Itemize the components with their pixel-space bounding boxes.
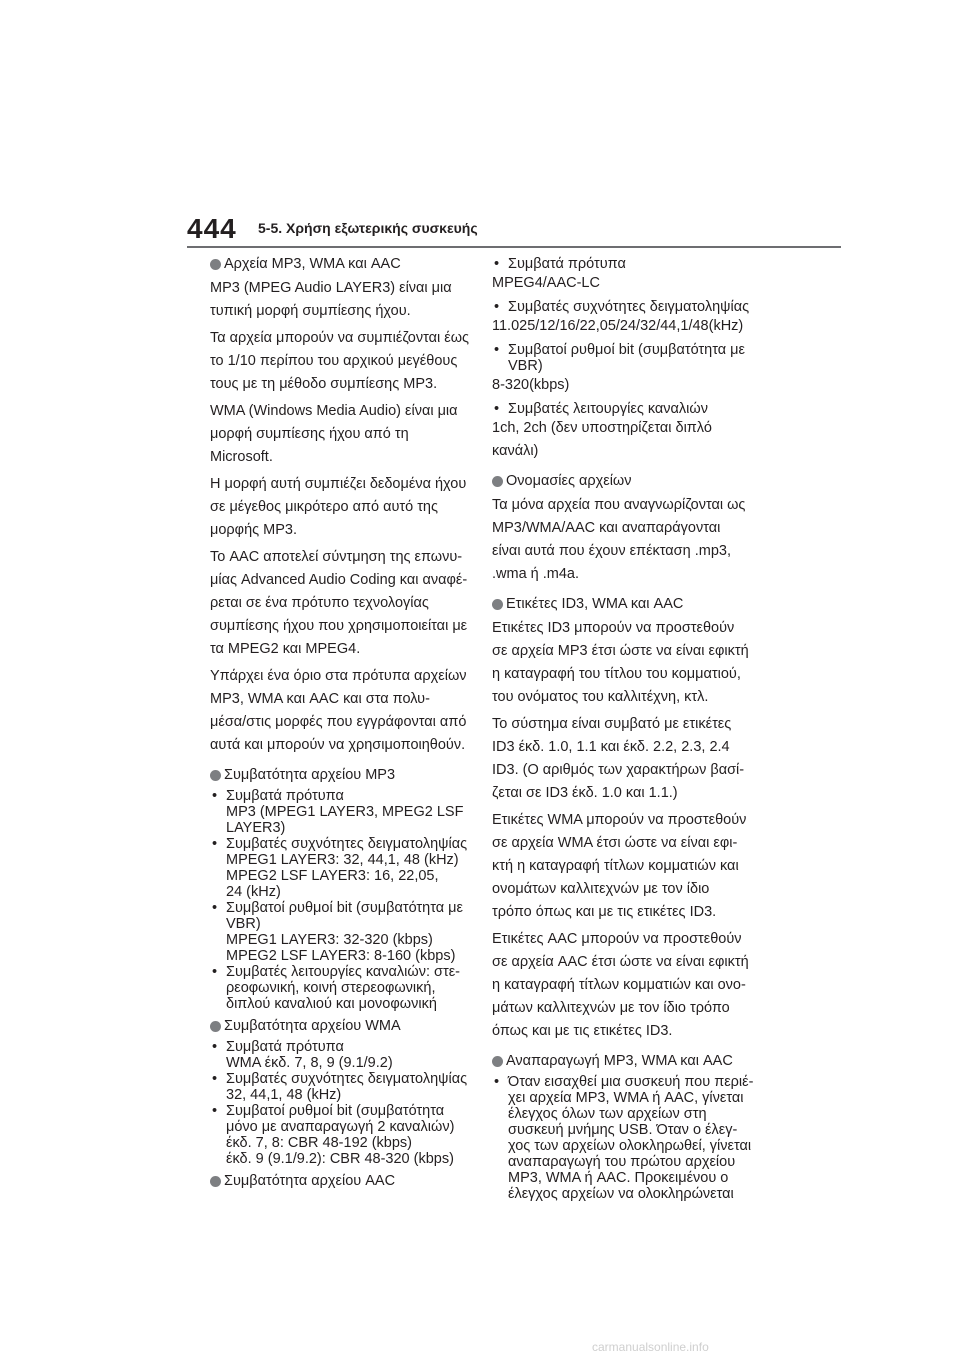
list-item: • Συμβατές λειτουργίες καναλιών: στε- ρεοφωνική, κοινή στερεοφωνική, διπλού καναλιού και μονοφωνική [212,964,460,1012]
list-item: • Όταν εισαχθεί μια συσκευή που περιέ- χει αρχεία MP3, WMA ή AAC, γίνεται έλεγχος όλων των αρχείων στη συσκευή μνήμης USB. Όταν ο έλεγ- χος των αρχείων ολοκληρωθεί, γίνεται αναπαραγωγή του πρώτου αρχείου MP3, WMA ή AAC. Προκειμένου ο έλεγχος αρχείων να ολοκληρώνεται [494,1074,754,1202]
paragraph: 8-320(kbps) [492,377,570,393]
list-item: • Συμβατές συχνότητες δειγματοληψίας [494,299,750,315]
list-item: • Συμβατές λειτουργίες καναλιών [494,401,708,417]
watermark: carmanualsonline.info [592,1340,709,1354]
right-column [492,256,784,1202]
paragraph: WMA (Windows Media Audio) είναι μια μορφή συμπίεσης ήχου από τη Microsoft. [210,403,458,465]
header-rule [187,246,841,248]
bullet-dot-icon [492,1056,503,1067]
heading-wma-compat: Συμβατότητα αρχείου WMA [210,1018,476,1035]
paragraph: Ετικέτες AAC μπορούν να προστεθούν σε αρχεία AAC έτσι ώστε να είναι εφικτή η καταγραφή τίτλων κομματιών και ονο- μάτων καλλιτεχνών με τον ίδιο τρόπο όπως και με τις ετικέτες ID3. [492,931,749,1039]
list-item: • Συμβατά πρότυπα [494,256,626,272]
heading-mp3-wma-aac: Αρχεία MP3, WMA και AAC [210,256,476,273]
bullet-dot-icon [210,1021,221,1032]
heading-tags: Ετικέτες ID3, WMA και AAC [492,596,784,613]
heading-aac-compat: Συμβατότητα αρχείου AAC [210,1173,476,1190]
heading-file-names: Ονομασίες αρχείων [492,473,784,490]
paragraph: Ετικέτες ID3 μπορούν να προστεθούν σε αρχεία MP3 έτσι ώστε να είναι εφικτή η καταγραφή του τίτλου του κομματιού, του ονόματος του καλλιτέχνη, κτλ. [492,620,749,705]
paragraph: Τα αρχεία μπορούν να συμπιέζονται έως το 1/10 περίπου του αρχικού μεγέθους τους με τη μέθοδο συμπίεσης MP3. [210,330,470,392]
bullet-dot-icon [492,599,503,610]
list-item: • Συμβατοί ρυθμοί bit (συμβατότητα με VBR) MPEG1 LAYER3: 32-320 (kbps) MPEG2 LSF LAYER3: 8-160 (kbps) [212,900,463,964]
list-item: • Συμβατοί ρυθμοί bit (συμβατότητα με VBR) [494,342,745,374]
bullet-dot-icon [492,476,503,487]
bullet-dot-icon [210,259,221,270]
paragraph: Τα μόνα αρχεία που αναγνωρίζονται ως MP3/WMA/AAC και αναπαράγονται είναι αυτά που έχουν επέκταση .mp3, .wma ή .m4a. [492,497,746,582]
paragraph: 11.025/12/16/22,05/24/32/44,1/48(kHz) [492,318,744,334]
paragraph: Ετικέτες WMA μπορούν να προστεθούν σε αρχεία WMA έτσι ώστε να είναι εφι- κτή η καταγραφή τίτλων κομματιών και ονομάτων καλλιτεχνών με τον ίδιο τρόπο όπως και με τις ετικέτες ID3. [492,812,747,920]
left-column [210,256,476,1194]
section-title: 5-5. Χρήση εξωτερικής συσκευής [258,220,478,236]
paragraph: 1ch, 2ch (δεν υποστηρίζεται διπλό κανάλι) [492,420,712,459]
paragraph: Το σύστημα είναι συμβατό με ετικέτες ID3 έκδ. 1.0, 1.1 και έκδ. 2.2, 2.3, 2.4 ID3. (Ο αριθμός των χαρακτήρων βασί- ζεται σε ID3 έκδ. 1.0 και 1.1.) [492,716,745,801]
list-item: • Συμβατά πρότυπα WMA έκδ. 7, 8, 9 (9.1/9.2) [212,1039,393,1071]
bullet-dot-icon [210,770,221,781]
paragraph: MPEG4/AAC-LC [492,275,600,291]
heading-mp3-compat: Συμβατότητα αρχείου MP3 [210,767,476,784]
heading-playback: Αναπαραγωγή MP3, WMA και AAC [492,1053,784,1070]
paragraph: Το AAC αποτελεί σύντμηση της επωνυ- μίας Advanced Audio Coding και αναφέ- ρεται σε ένα πρότυπο τεχνολογίας συμπίεσης ήχου που χρησιμοποιείται με τα MPEG2 και MPEG4. [210,549,468,657]
paragraph: Η μορφή αυτή συμπιέζει δεδομένα ήχου σε μέγεθος μικρότερο από αυτό της μορφής MP3. [210,476,467,538]
paragraph: MP3 (MPEG Audio LAYER3) είναι μια τυπική μορφή συμπίεσης ήχου. [210,280,452,319]
list-item: • Συμβατά πρότυπα MP3 (MPEG1 LAYER3, MPEG2 LSF LAYER3) [212,788,464,836]
bullet-dot-icon [210,1176,221,1187]
paragraph: Υπάρχει ένα όριο στα πρότυπα αρχείων MP3, WMA και AAC και στα πολυ- μέσα/στις μορφές που εγγράφονται από αυτά και μπορούν να χρησιμοποιηθούν. [210,668,467,753]
list-item: • Συμβατοί ρυθμοί bit (συμβατότητα μόνο με αναπαραγωγή 2 καναλιών) έκδ. 7, 8: CBR 48-192 (kbps) έκδ. 9 (9.1/9.2): CBR 48-320 (kbps) [212,1103,455,1167]
list-item: • Συμβατές συχνότητες δειγματοληψίας 32, 44,1, 48 (kHz) [212,1071,468,1103]
list-item: • Συμβατές συχνότητες δειγματοληψίας MPEG1 LAYER3: 32, 44,1, 48 (kHz) MPEG2 LSF LAYER3: 16, 22,05, 24 (kHz) [212,836,468,900]
page-number: 444 [187,213,237,244]
